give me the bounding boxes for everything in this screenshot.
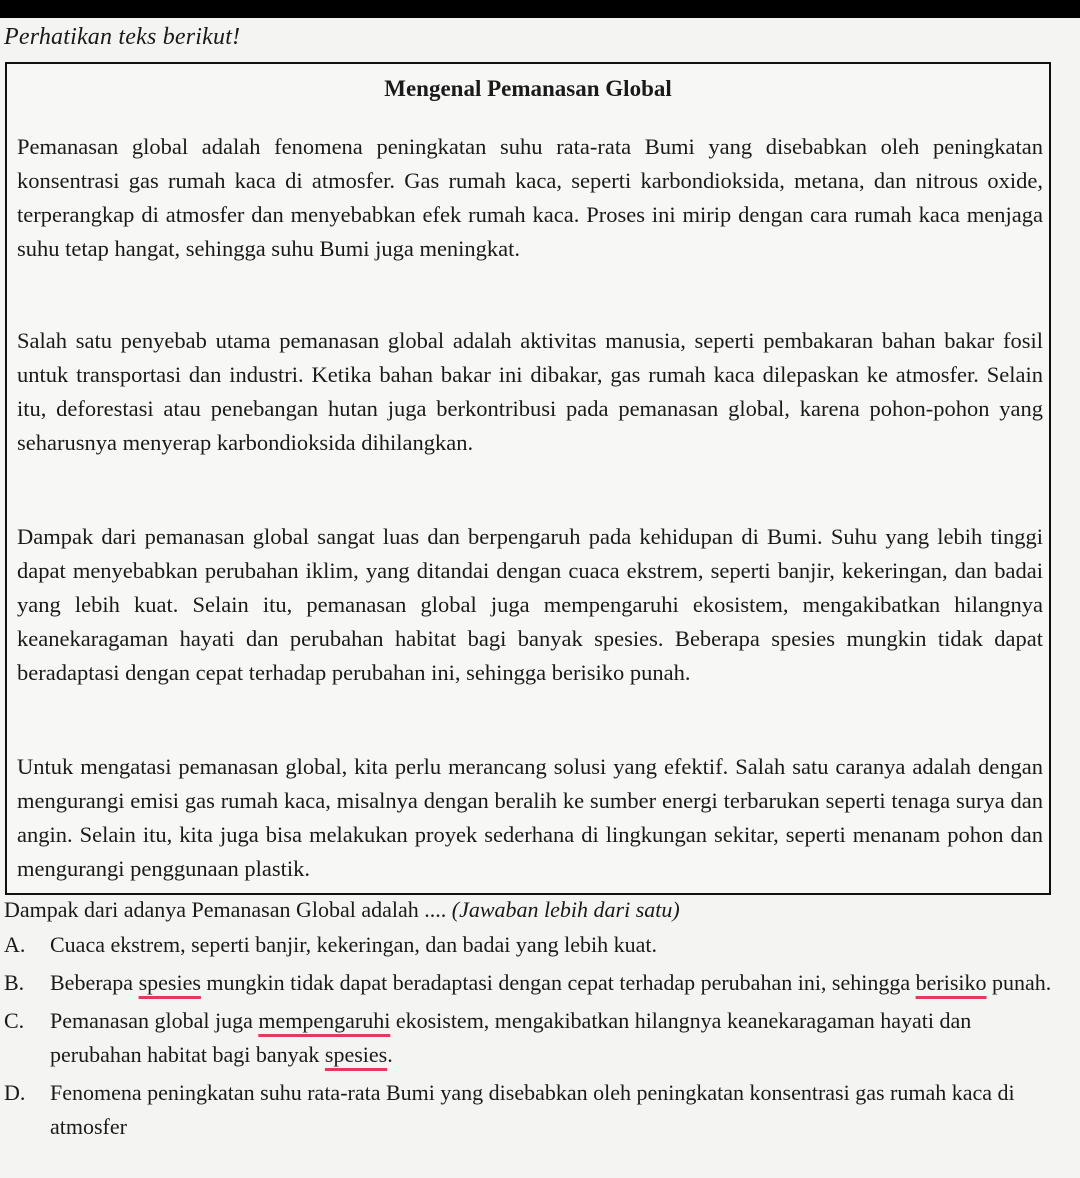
question-stem: [4, 895, 680, 925]
article-paragraph-4: Untuk mengatasi pemanasan global, kita perlu merancang solusi yang efektif. Salah satu caranya adalah dengan mengurangi emisi gas rumah kaca, misalnya dengan beralih ke sumber energi terbarukan seperti tenaga surya dan angin. Selain itu, kita juga bisa melakukan proyek sederhana di lingkungan sekitar, seperti menanam pohon dan mengurangi penggunaan plastik.: [17, 754, 1043, 881]
question-note: (Jawaban lebih dari satu): [451, 897, 680, 922]
text-segment: Beberapa: [50, 970, 139, 995]
text-segment: punah.: [986, 970, 1052, 995]
option-letter: A.: [4, 932, 26, 957]
instruction-text: Perhatikan teks berikut!: [4, 24, 241, 50]
option-letter: C.: [4, 1008, 25, 1033]
option-c[interactable]: [4, 1004, 1054, 1072]
spellcheck-underlined-word: spesies: [324, 1042, 388, 1067]
option-c-text: [50, 1008, 971, 1067]
answer-options: [4, 928, 1054, 1148]
spellcheck-underlined-word: mempengaruhi: [258, 1008, 391, 1033]
text-segment: ekosistem, mengakibatkan hilangnya keanekaragaman hayati dan perubahan habitat bagi banyak: [50, 1008, 972, 1067]
text-segment: .: [387, 1042, 393, 1067]
option-letter: B.: [4, 970, 25, 995]
option-a[interactable]: [4, 928, 1054, 962]
article-paragraph-3: Dampak dari pemanasan global sangat luas dan berpengaruh pada kehidupan di Bumi. Suhu yang lebih tinggi dapat menyebabkan perubahan iklim, yang ditandai dengan cuaca ekstrem, seperti banjir, kekeringan, dan badai yang lebih kuat. Selain itu, pemanasan global juga mempengaruhi ekosistem, mengakibatkan hilangnya keanekaragaman hayati dan perubahan habitat bagi banyak spesies. Beberapa spesies mungkin tidak dapat beradaptasi dengan cepat terhadap perubahan ini, sehingga berisiko punah.: [17, 524, 1043, 685]
article-paragraph-1: Pemanasan global adalah fenomena peningkatan suhu rata-rata Bumi yang disebabkan oleh peningkatan konsentrasi gas rumah kaca di atmosfer. Gas rumah kaca, seperti karbondioksida, metana, dan nitrous oxide, terperangkap di atmosfer dan menyebabkan efek rumah kaca. Proses ini mirip dengan cara rumah kaca menjaga suhu tetap hangat, sehingga suhu Bumi juga meningkat.: [17, 134, 1043, 261]
spellcheck-underlined-word: berisiko: [915, 970, 987, 995]
option-d-text: Fenomena peningkatan suhu rata-rata Bumi yang disebabkan oleh peningkatan konsentrasi gas rumah kaca di atmosfer: [50, 1080, 1015, 1139]
question-text: Dampak dari adanya Pemanasan Global adalah ....: [4, 897, 447, 922]
option-letter: D.: [4, 1080, 26, 1105]
option-a-text: Cuaca ekstrem, seperti banjir, kekeringan, dan badai yang lebih kuat.: [50, 932, 657, 957]
option-b[interactable]: [4, 966, 1054, 1000]
option-d[interactable]: [4, 1076, 1054, 1144]
top-black-bar: [0, 0, 1080, 18]
spellcheck-underlined-word: spesies: [138, 970, 201, 995]
option-b-text: [50, 970, 1051, 995]
text-segment: Pemanasan global juga: [50, 1008, 259, 1033]
text-segment: mungkin tidak dapat beradaptasi dengan cepat terhadap perubahan ini, sehingga: [200, 970, 916, 995]
article-paragraph-2: Salah satu penyebab utama pemanasan global adalah aktivitas manusia, seperti pembakaran bahan bakar fosil untuk transportasi dan industri. Ketika bahan bakar ini dibakar, gas rumah kaca dilepaskan ke atmosfer. Selain itu, deforestasi atau penebangan hutan juga berkontribusi pada pemanasan global, karena pohon-pohon yang seharusnya menyerap karbondioksida dihilangkan.: [17, 328, 1043, 455]
article-box: [5, 62, 1051, 895]
article-title: Mengenal Pemanasan Global: [384, 76, 672, 101]
